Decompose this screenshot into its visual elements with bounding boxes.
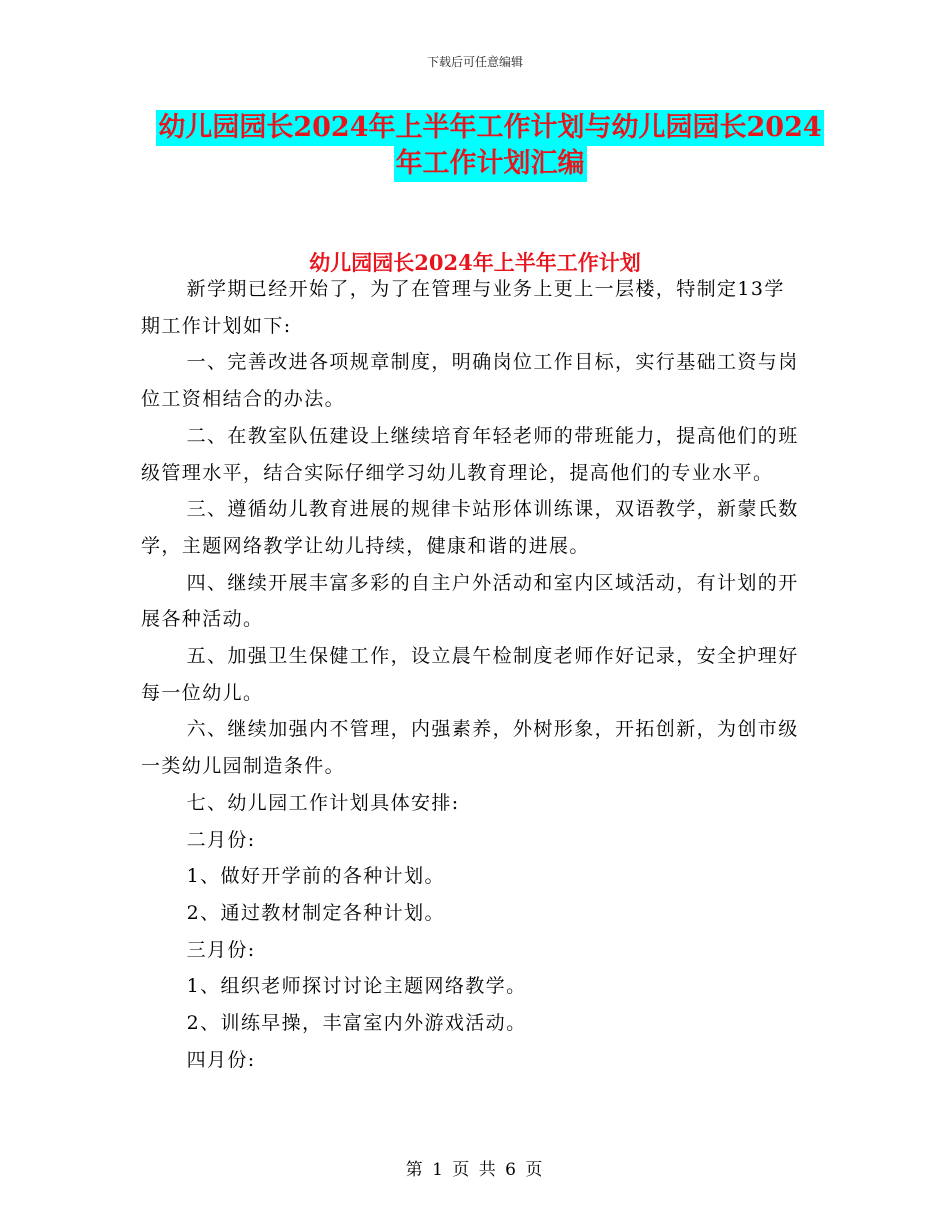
- paragraph: 六、继续加强内不管理，内强素养，外树形象，开拓创新，为创市级一类幼儿园制造条件。: [141, 718, 799, 778]
- title-line: 年工作计划汇编: [394, 146, 587, 182]
- paragraph: 1、做好开学前的各种计划。: [186, 865, 445, 888]
- paragraph: 三、遵循幼儿教育进展的规律卡站形体训练课，双语教学，新蒙氏数学，主题网络教学让幼儿持续，健康和谐的进展。: [141, 498, 799, 557]
- header-note: 下载后可任意编辑: [426, 55, 523, 69]
- section-heading: 幼儿园园长2024年上半年工作计划: [309, 250, 641, 275]
- paragraph: 五、加强卫生保健工作，设立晨午检制度老师作好记录，安全护理好每一位幼儿。: [141, 645, 799, 704]
- paragraph: 四月份:: [186, 1048, 256, 1071]
- document-title: [140, 110, 840, 182]
- document-body: [141, 271, 801, 1078]
- title-line: 幼儿园园长2024年上半年工作计划与幼儿园园长2024: [156, 110, 823, 146]
- paragraph: 二、在教室队伍建设上继续培育年轻老师的带班能力，提高他们的班级管理水平，结合实际仔细学习幼儿教育理论，提高他们的专业水平。: [141, 424, 799, 484]
- paragraph: 一、完善改进各项规章制度，明确岗位工作目标，实行基础工资与岗位工资相结合的办法。: [141, 351, 799, 411]
- paragraph: 新学期已经开始了，为了在管理与业务上更上一层楼，特制定13学期工作计划如下:: [141, 278, 785, 337]
- paragraph: 四、继续开展丰富多彩的自主户外活动和室内区域活动，有计划的开展各种活动。: [141, 571, 799, 631]
- paragraph: 2、通过教材制定各种计划。: [186, 901, 445, 924]
- paragraph: 二月份:: [186, 828, 256, 851]
- paragraph: 三月份:: [186, 938, 256, 961]
- paragraph: 2、训练早操，丰富室内外游戏活动。: [186, 1012, 527, 1035]
- paragraph: 七、幼儿园工作计划具体安排:: [186, 791, 460, 814]
- page-number: 第 1 页 共 6 页: [405, 1160, 545, 1180]
- paragraph: 1、组织老师探讨讨论主题网络教学。: [186, 975, 527, 998]
